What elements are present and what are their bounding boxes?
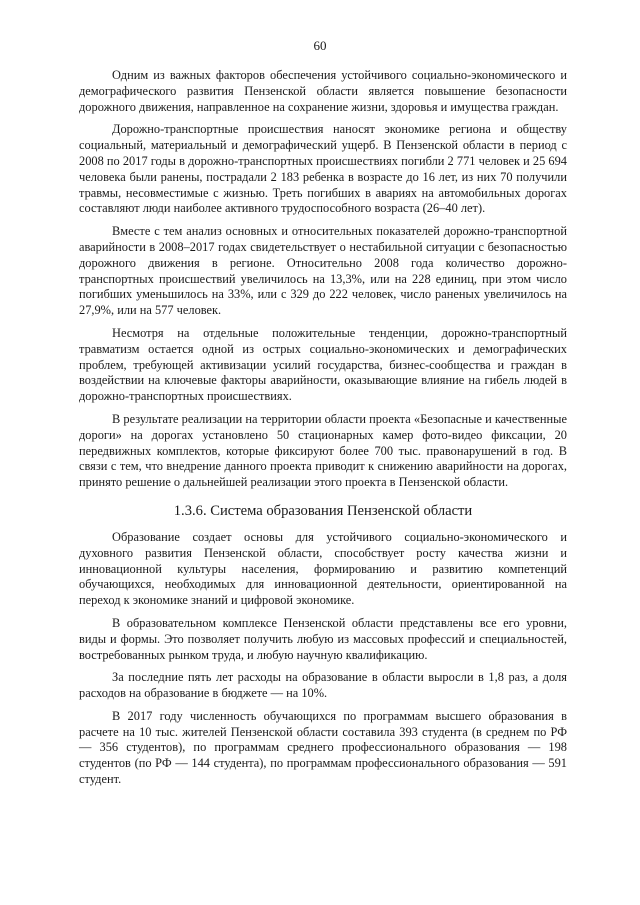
paragraph-road-safety-importance: Одним из важных факторов обеспечения устойчивого социально-экономического и демографического развития Пензенской области является повышение безопасности дорожного движения, направленное на сохранение жизни, здоровья и имущества граждан. (79, 68, 567, 114)
paragraph-student-numbers: В 2017 году численность обучающихся по программам высшего образования в расчете на 10 тыс. жителей Пензенской области составила 393 студента (в среднем по РФ — 356 студентов), по программам среднего профессионального образования — 198 студентов (по РФ — 144 студента), по программам профессионального образования — 591 студент. (79, 708, 567, 787)
paragraph-education-foundations: Образование создает основы для устойчивого социально-экономического и духовного развития Пензенской области, способствует росту качества жизни и инновационной культуры населения, формированию и развитию компетенций обучающихся, необходимых для инновационной деятельности, ориентированной на переход к экономике знаний и цифровой экономике. (79, 529, 567, 608)
paragraph-road-accidents-damage: Дорожно-транспортные происшествия наносят экономике региона и обществу социальный, материальный и демографический ущерб. В Пензенской области в период с 2008 по 2017 годы в дорожно-транспортных происшествиях погибли 2 771 человек и 25 694 человека были ранены, пострадали 2 183 ребенка в возрасте до 16 лет, из них 70 получили травмы, несовместимые с жизнью. Треть погибших в авариях на автомобильных дорогах составляют люди наиболее активного трудоспособного возраста (26–40 лет). (79, 122, 567, 216)
paragraph-education-spending: За последние пять лет расходы на образование в области выросли в 1,8 раз, а доля расходов на образование в бюджете — на 10%. (79, 670, 567, 701)
section-heading: 1.3.6. Система образования Пензенской области (173, 502, 473, 519)
paragraph-traffic-injuries: Несмотря на отдельные положительные тенденции, дорожно-транспортный травматизм остается одной из острых социально-экономических и демографических проблем, требующей активизации усилий государства, бизнес-сообщества и граждан в воздействии на ключевые факторы аварийности, оказывающие влияние на гибель людей в дорожно-транспортных происшествиях. (79, 325, 567, 404)
paragraph-safe-roads-project: В результате реализации на территории области проекта «Безопасные и качественные дороги» на дорогах установлено 50 стационарных камер фото-видео фиксации, 20 передвижных комплектов, которые фиксируют более 700 тыс. правонарушений в год. В связи с тем, что внедрение данного проекта приводит к снижению аварийности на дорогах, принято решение о дальнейшей реализации этого проекта в Пензенской области. (79, 411, 567, 490)
page-content (79, 68, 567, 795)
paragraph-education-complex: В образовательном комплексе Пензенской области представлены все его уровни, виды и формы. Это позволяет получить любую из массовых профессий и специальностей, востребованных рынком труда, и любую научную квалификацию. (79, 615, 567, 662)
paragraph-accident-analysis: Вместе с тем анализ основных и относительных показателей дорожно-транспортной аварийности в 2008–2017 годах свидетельствует о нестабильной ситуации с безопасностью дорожного движения в регионе. Относительно 2008 года количество дорожно-транспортных происшествий увеличилось на 13,3%, или на 228 единиц, при этом число погибших уменьшилось на 33%, или с 329 до 222 человек, число раненых увеличилось на 27,9%, или на 577 человек. (79, 224, 567, 318)
page-number: 60 (313, 38, 327, 53)
